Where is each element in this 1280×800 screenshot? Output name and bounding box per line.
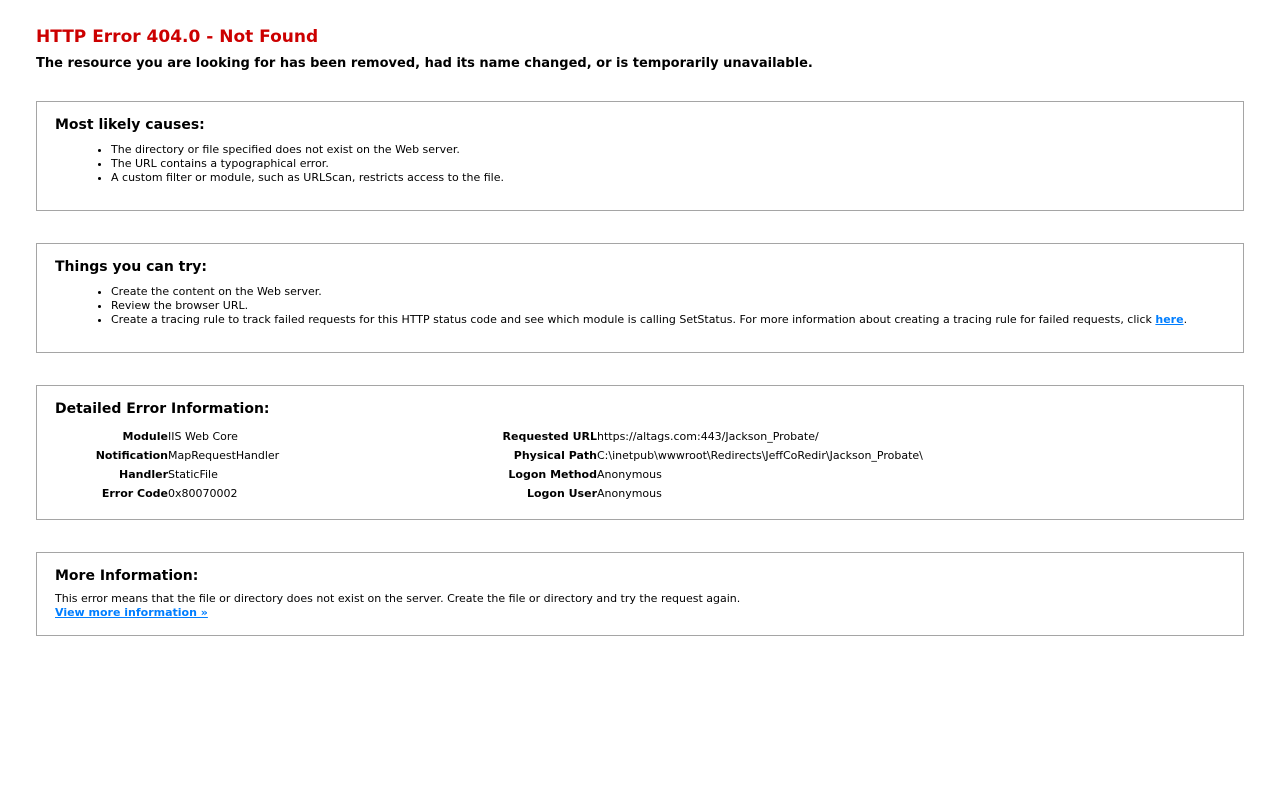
try-item-text-end: . xyxy=(1183,313,1188,326)
detail-label: Logon User xyxy=(526,487,597,500)
detail-label: Error Code xyxy=(101,487,168,500)
things-to-try-list xyxy=(55,285,1225,326)
detail-label: Handler xyxy=(119,468,168,481)
more-information-heading: More Information: xyxy=(55,568,199,584)
detail-value: Anonymous xyxy=(597,468,662,481)
detail-value: StaticFile xyxy=(168,468,218,481)
page-subtitle: The resource you are looking for has been removed, had its name changed, or is temporarily unavailable. xyxy=(36,56,813,71)
causes-section xyxy=(36,101,1244,211)
more-link-row xyxy=(55,606,1225,619)
table-row xyxy=(55,465,1225,484)
detailed-error-section xyxy=(36,385,1244,520)
detail-value: Anonymous xyxy=(597,487,662,500)
try-item xyxy=(111,313,1225,326)
more-information-body: This error means that the file or directory does not exist on the server. Create the file or directory and try the request again. xyxy=(55,592,741,605)
causes-item: • The URL contains a typographical error. xyxy=(111,157,1225,170)
more-information-section xyxy=(36,552,1244,636)
detail-value: IIS Web Core xyxy=(168,430,238,443)
detail-label: Module xyxy=(122,430,168,443)
view-more-information-link[interactable]: View more information » xyxy=(55,606,208,619)
things-to-try-heading: Things you can try: xyxy=(55,259,208,275)
detailed-error-heading: Detailed Error Information: xyxy=(55,401,270,417)
page-title: HTTP Error 404.0 - Not Found xyxy=(36,27,319,47)
causes-list xyxy=(55,143,1225,184)
detail-label: Notification xyxy=(95,449,168,462)
things-to-try-section xyxy=(36,243,1244,353)
detail-value: MapRequestHandler xyxy=(168,449,280,462)
detail-value: C:\inetpub\wwwroot\Redirects\JeffCoRedir\Jackson_Probate\ xyxy=(597,449,923,462)
table-row xyxy=(55,446,1225,465)
detail-label: Physical Path xyxy=(513,449,597,462)
try-item: • Review the browser URL. xyxy=(111,299,1225,312)
detailed-error-table xyxy=(55,427,1225,503)
causes-heading: Most likely causes: xyxy=(55,117,205,133)
causes-item: • A custom filter or module, such as URLScan, restricts access to the file. xyxy=(111,171,1225,184)
try-item-text: Create a tracing rule to track failed requests for this HTTP status code and see which module is calling SetStatus. For more information about creating a tracing rule for failed requests, click xyxy=(111,313,1156,326)
try-item: • Create the content on the Web server. xyxy=(111,285,1225,298)
detail-label: Logon Method xyxy=(508,468,597,481)
causes-item: • The directory or file specified does not exist on the Web server. xyxy=(111,143,1225,156)
table-row xyxy=(55,484,1225,503)
table-row xyxy=(55,427,1225,446)
here-link[interactable]: here xyxy=(1155,313,1184,326)
detail-label: Requested URL xyxy=(502,430,597,443)
detail-value: 0x80070002 xyxy=(168,487,238,500)
detail-value: https://altags.com:443/Jackson_Probate/ xyxy=(597,430,819,443)
